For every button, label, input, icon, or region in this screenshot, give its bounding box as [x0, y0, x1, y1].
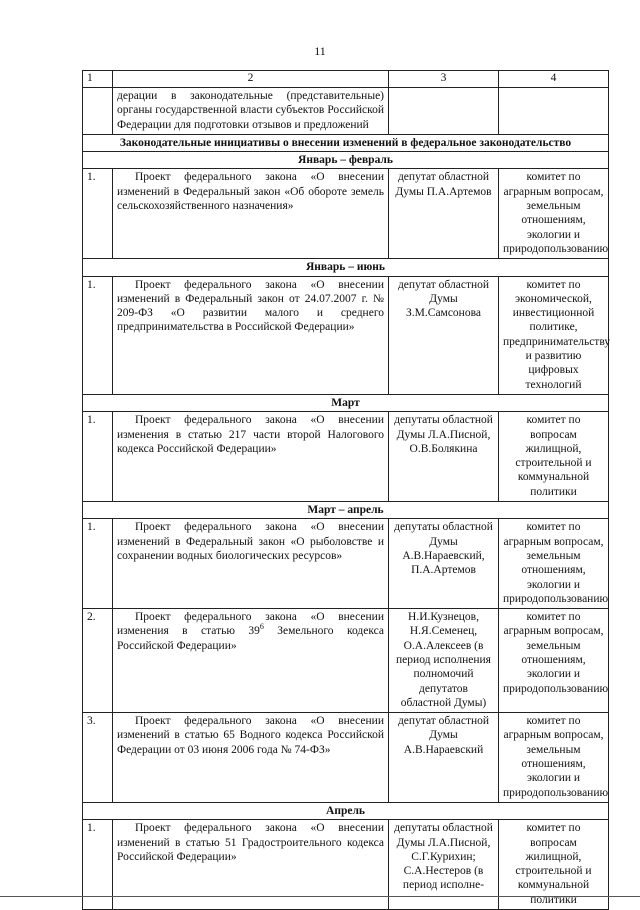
row-title: Проект федерального закона «О внесении изменений в Федеральный закон «О рыболовстве и сохранении водных биологических ресурсов»	[113, 519, 389, 609]
period-heading: Январь – февраль	[83, 152, 609, 169]
column-number-1: 1	[83, 71, 113, 88]
column-number-2: 2	[113, 71, 389, 88]
row-initiator: депутат областной Думы З.М.Самсонова	[389, 276, 499, 394]
row-title: Проект федерального закона «О внесении изменения в статью 217 части второй Налогового кодекса Российской Федерации»	[113, 412, 389, 502]
period-row	[83, 394, 609, 411]
table-row	[83, 276, 609, 394]
row-initiator: депутаты областной Думы Л.А.Писной, О.В.Болякина	[389, 412, 499, 502]
row-initiator: депутаты областной Думы Л.А.Писной, С.Г.Курихин; С.А.Нестеров (в период исполне-	[389, 820, 499, 910]
row-initiator: депутат областной Думы П.А.Артемов	[389, 169, 499, 259]
continuation-row	[83, 88, 609, 135]
row-title-part: Проект федерального закона «О внесении изменения в статью 39	[117, 611, 384, 638]
row-responsible: комитет по экономической, инвестиционной политике, предпринимательству и развитию цифровых технологий	[499, 276, 609, 394]
row-title-superscript: 6	[259, 622, 264, 632]
row-responsible: комитет по вопросам жилищной, строительной и коммунальной политики	[499, 820, 609, 910]
row-title: Проект федерального закона «О внесении изменений в статью 65 Водного кодекса Российской Федерации от 03 июня 2006 года № 74-ФЗ»	[113, 713, 389, 803]
table-row	[83, 169, 609, 259]
legislative-plan-table	[82, 70, 609, 910]
page-number: 11	[314, 44, 326, 58]
row-title: Проект федерального закона «О внесении изменений в Федеральный закон от 24.07.2007 г. № 209-ФЗ «О развитии малого и среднего предпринимательства в Российской Федерации»	[113, 276, 389, 394]
row-initiator: Н.И.Кузнецов, Н.Я.Семенец, О.А.Алексеев (в период исполнения полномочий депутатов областной Думы)	[389, 609, 499, 713]
period-row	[83, 259, 609, 276]
row-responsible: комитет по аграрным вопросам, земельным отношениям, экологии и природопользованию	[499, 713, 609, 803]
row-title	[113, 609, 389, 713]
row-responsible: комитет по вопросам жилищной, строительной и коммунальной политики	[499, 412, 609, 502]
row-number: 2.	[83, 609, 113, 713]
row-title: Проект федерального закона «О внесении изменений в Федеральный закон «Об обороте земель сельскохозяйственного назначения»	[113, 169, 389, 259]
row-initiator: депутаты областной Думы А.В.Нараевский, П.А.Артемов	[389, 519, 499, 609]
period-row	[83, 502, 609, 519]
table-row	[83, 609, 609, 713]
period-row	[83, 802, 609, 819]
row-initiator: депутат областной Думы А.В.Нараевский	[389, 713, 499, 803]
row-responsible: комитет по аграрным вопросам, земельным отношениям, экологии и природопользованию	[499, 609, 609, 713]
period-heading: Апрель	[83, 802, 609, 819]
row-number: 3.	[83, 713, 113, 803]
row-title: Проект федерального закона «О внесении изменений в статью 51 Градостроительного кодекса Российской Федерации»	[113, 820, 389, 910]
row-responsible	[499, 88, 609, 135]
row-number: 1.	[83, 276, 113, 394]
row-responsible: комитет по аграрным вопросам, земельным отношениям, экологии и природопользованию	[499, 519, 609, 609]
row-responsible: комитет по аграрным вопросам, земельным отношениям, экологии и природопользованию	[499, 169, 609, 259]
row-number: 1.	[83, 519, 113, 609]
period-heading: Январь – июнь	[83, 259, 609, 276]
row-number	[83, 88, 113, 135]
table-row	[83, 412, 609, 502]
period-row	[83, 152, 609, 169]
column-number-row	[83, 71, 609, 88]
row-number: 1.	[83, 820, 113, 910]
period-heading: Март	[83, 394, 609, 411]
section-heading-row	[83, 134, 609, 151]
table-row	[83, 519, 609, 609]
row-initiator	[389, 88, 499, 135]
section-heading: Законодательные инициативы о внесении изменений в федеральное законодательство	[83, 134, 609, 151]
row-number: 1.	[83, 169, 113, 259]
period-heading: Март – апрель	[83, 502, 609, 519]
row-number: 1.	[83, 412, 113, 502]
continuation-text: дерации в законодательные (представительные) органы государственной власти субъектов Российской Федерации для подготовки отзывов и предложений	[113, 88, 389, 135]
row-title-part: Земельного кодекса Российской Федерации»	[117, 625, 384, 652]
column-number-3: 3	[389, 71, 499, 88]
table-row	[83, 713, 609, 803]
column-number-4: 4	[499, 71, 609, 88]
bottom-rule	[0, 896, 640, 897]
